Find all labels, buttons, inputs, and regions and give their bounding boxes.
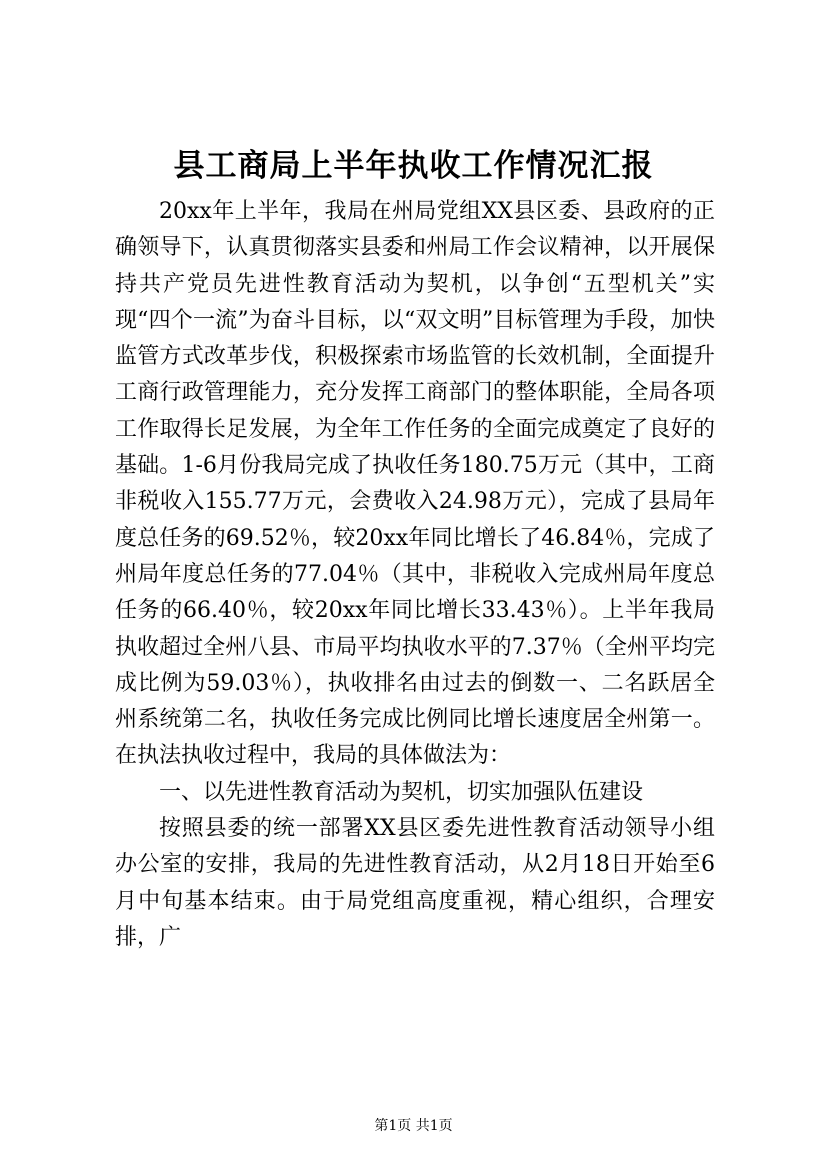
section-heading-1: 一、以先进性教育活动为契机，切实加强队伍建设 xyxy=(159,779,644,805)
document-title: 县工商局上半年执收工作情况汇报 xyxy=(173,148,654,184)
document-body xyxy=(115,194,715,956)
page-number-footer: 第1页 共1页 xyxy=(374,1118,453,1134)
paragraph-intro: 20xx年上半年，我局在州局党组XX县区委、县政府的正确领导下，认真贯彻落实县委和州局工作会议精神，以开展保持共产党员先进性教育活动为契机，以争创“五型机关”实现“四个一流”为奋斗目标，以“双文明”目标管理为手段，加快监管方式改革步伐，积极探索市场监管的长效机制，全面提升工商行政管理能力，充分发挥工商部门的整体职能，全局各项工作取得长足发展，为全年工作任务的全面完成奠定了良好的基础。1-6月份我局完成了执收任务180.75万元（其中，工商非税收入155.77万元，会费收入24.98万元），完成了县局年度总任务的69.52％，较20xx年同比增长了46.84％，完成了州局年度总任务的77.04％（其中，非税收入完成州局年度总任务的66.40％，较20xx年同比增长33.43％）。上半年我局执收超过全州八县、市局平均执收水平的7.37％（全州平均完成比例为59.03％），执收排名由过去的倒数一、二名跃居全州系统第二名，执收任务完成比例同比增长速度居全州第一。在执法执收过程中，我局的具体做法为： xyxy=(115,199,715,769)
paragraph-section-1: 按照县委的统一部署XX县区委先进性教育活动领导小组办公室的安排，我局的先进性教育活动，从2月18日开始至6月中旬基本结束。由于局党组高度重视，精心组织，合理安排，广 xyxy=(115,816,715,950)
